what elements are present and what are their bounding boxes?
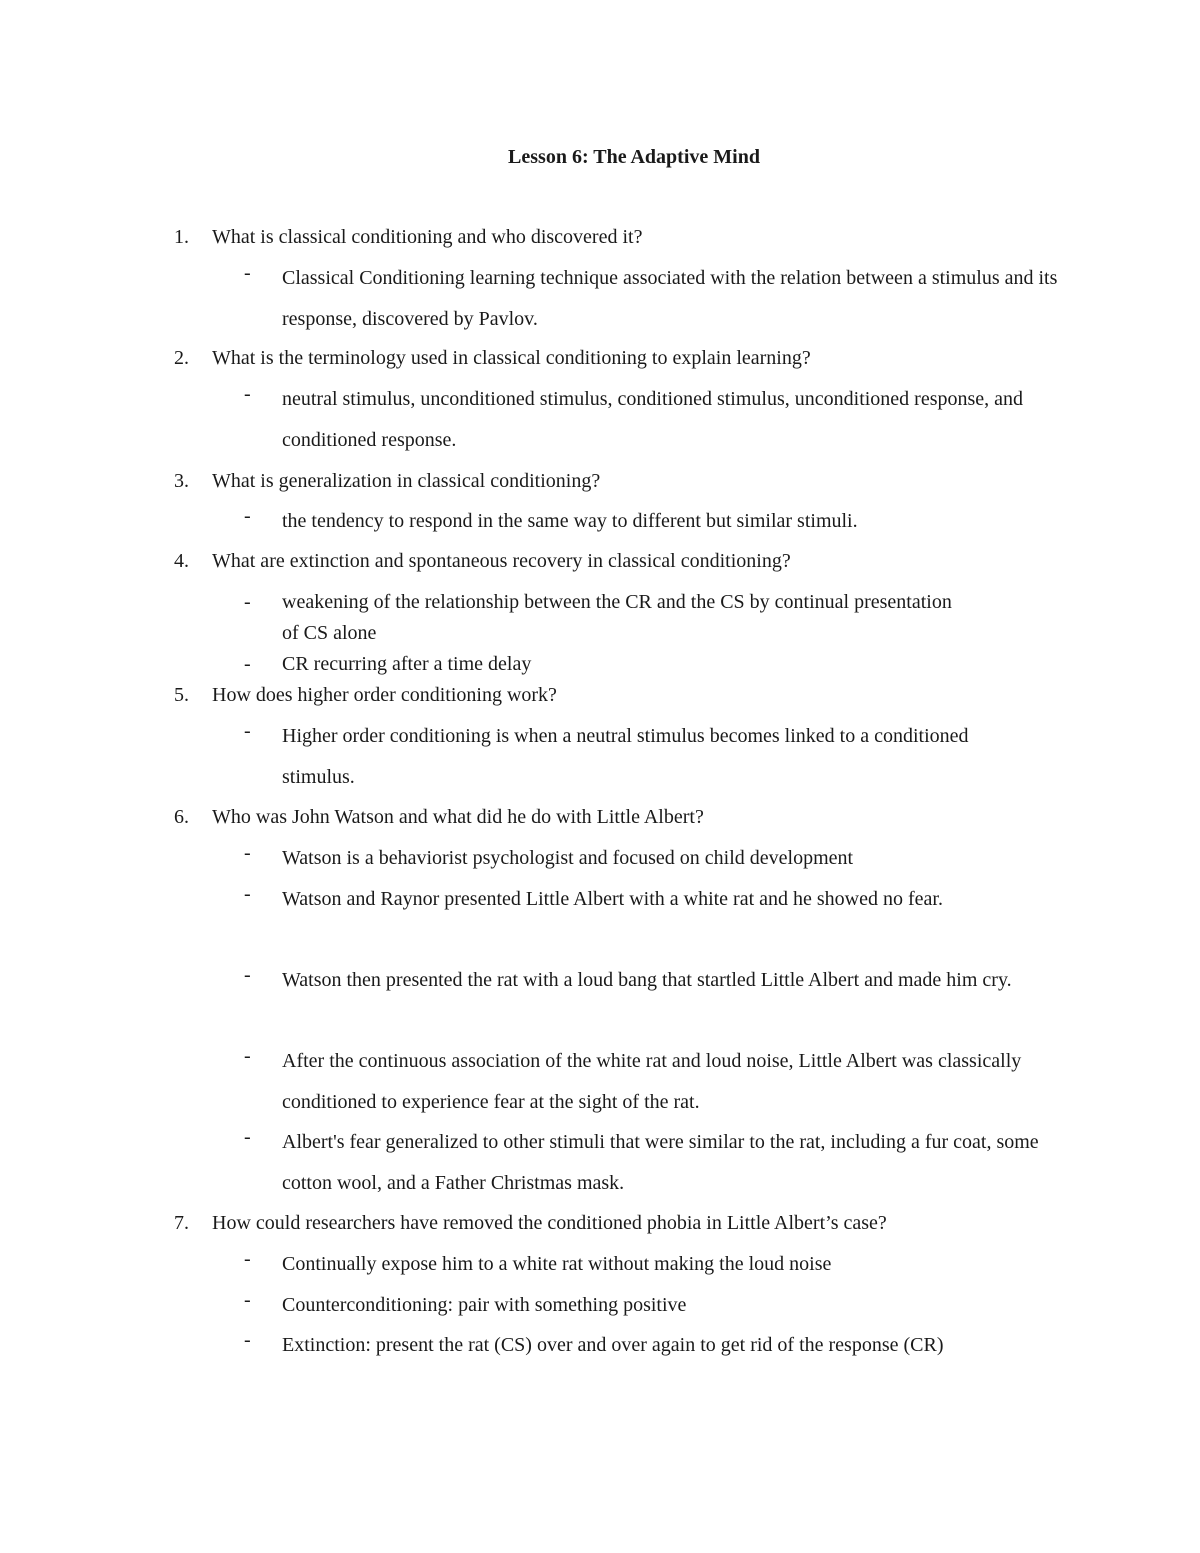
question-item bbox=[174, 1208, 1074, 1238]
page-title: Lesson 6: The Adaptive Mind bbox=[508, 146, 760, 168]
answer-text: Extinction: present the rat (CS) over and over again to get rid of the response (CR) bbox=[282, 1334, 944, 1356]
answer-item bbox=[244, 1041, 1064, 1123]
answer-item bbox=[244, 716, 1064, 798]
bullet-dash: - bbox=[244, 505, 251, 527]
answer-text: neutral stimulus, unconditioned stimulus, conditioned stimulus, unconditioned response, and conditioned response. bbox=[282, 388, 1024, 451]
answer-item bbox=[244, 258, 1064, 340]
bullet-dash: - bbox=[244, 1289, 251, 1311]
answer-item bbox=[244, 879, 1064, 920]
question-text: How does higher order conditioning work? bbox=[212, 684, 557, 706]
answer-item bbox=[244, 501, 1064, 542]
answer-text: weakening of the relationship between the CR and the CS by continual presentation of CS alone bbox=[282, 591, 952, 644]
bullet-dash: - bbox=[244, 1329, 251, 1351]
answer-item bbox=[244, 1244, 1064, 1285]
bullet-dash: - bbox=[244, 1045, 251, 1067]
answer-item bbox=[244, 1325, 1064, 1366]
bullet-dash: - bbox=[244, 1248, 251, 1270]
bullet-dash: - bbox=[244, 591, 251, 613]
answer-item bbox=[244, 379, 1064, 461]
question-number: 2. bbox=[174, 347, 189, 369]
question-number: 6. bbox=[174, 806, 189, 828]
question-text: What is generalization in classical conditioning? bbox=[212, 470, 601, 492]
bullet-dash: - bbox=[244, 720, 251, 742]
question-number: 5. bbox=[174, 684, 189, 706]
answer-text: After the continuous association of the white rat and loud noise, Little Albert was classically conditioned to experience fear at the sight of the rat. bbox=[282, 1050, 1022, 1113]
answer-text: Watson then presented the rat with a loud bang that startled Little Albert and made him cry. bbox=[282, 969, 1012, 991]
question-item bbox=[174, 222, 1074, 252]
bullet-dash: - bbox=[244, 262, 251, 284]
bullet-dash: - bbox=[244, 883, 251, 905]
answer-item bbox=[244, 1285, 1064, 1326]
answer-text: Continually expose him to a white rat without making the loud noise bbox=[282, 1253, 832, 1275]
question-item bbox=[174, 546, 1074, 576]
answer-text: Watson and Raynor presented Little Albert with a white rat and he showed no fear. bbox=[282, 888, 943, 910]
question-item bbox=[174, 466, 1074, 496]
question-text: What are extinction and spontaneous recovery in classical conditioning? bbox=[212, 550, 791, 572]
question-item bbox=[174, 343, 1074, 373]
bullet-dash: - bbox=[244, 653, 251, 675]
question-text: What is the terminology used in classical conditioning to explain learning? bbox=[212, 347, 811, 369]
answer-text: Albert's fear generalized to other stimuli that were similar to the rat, including a fur coat, some cotton wool, and a Father Christmas mask. bbox=[282, 1131, 1039, 1194]
answer-text: Classical Conditioning learning technique associated with the relation between a stimulus and its response, discovered by Pavlov. bbox=[282, 267, 1058, 330]
answer-item bbox=[244, 649, 1064, 680]
bullet-dash: - bbox=[244, 842, 251, 864]
question-text: Who was John Watson and what did he do with Little Albert? bbox=[212, 806, 704, 828]
bullet-dash: - bbox=[244, 964, 251, 986]
question-item bbox=[174, 802, 1074, 832]
answer-text: Counterconditioning: pair with something positive bbox=[282, 1294, 687, 1316]
bullet-dash: - bbox=[244, 1126, 251, 1148]
question-item bbox=[174, 680, 1074, 710]
answer-text: CR recurring after a time delay bbox=[282, 653, 532, 675]
answer-text: Watson is a behaviorist psychologist and focused on child development bbox=[282, 847, 854, 869]
answer-text: the tendency to respond in the same way to different but similar stimuli. bbox=[282, 510, 858, 532]
question-number: 4. bbox=[174, 550, 189, 572]
bullet-dash: - bbox=[244, 383, 251, 405]
answer-text: Higher order conditioning is when a neutral stimulus becomes linked to a conditioned stimulus. bbox=[282, 725, 969, 788]
question-number: 1. bbox=[174, 226, 189, 248]
answer-item bbox=[244, 960, 1064, 1001]
answer-item bbox=[244, 1122, 1064, 1204]
question-text: What is classical conditioning and who discovered it? bbox=[212, 226, 643, 248]
answer-item bbox=[244, 838, 1064, 879]
question-number: 7. bbox=[174, 1212, 189, 1234]
question-text: How could researchers have removed the conditioned phobia in Little Albert’s case? bbox=[212, 1212, 887, 1234]
question-number: 3. bbox=[174, 470, 189, 492]
answer-item bbox=[244, 587, 1064, 649]
